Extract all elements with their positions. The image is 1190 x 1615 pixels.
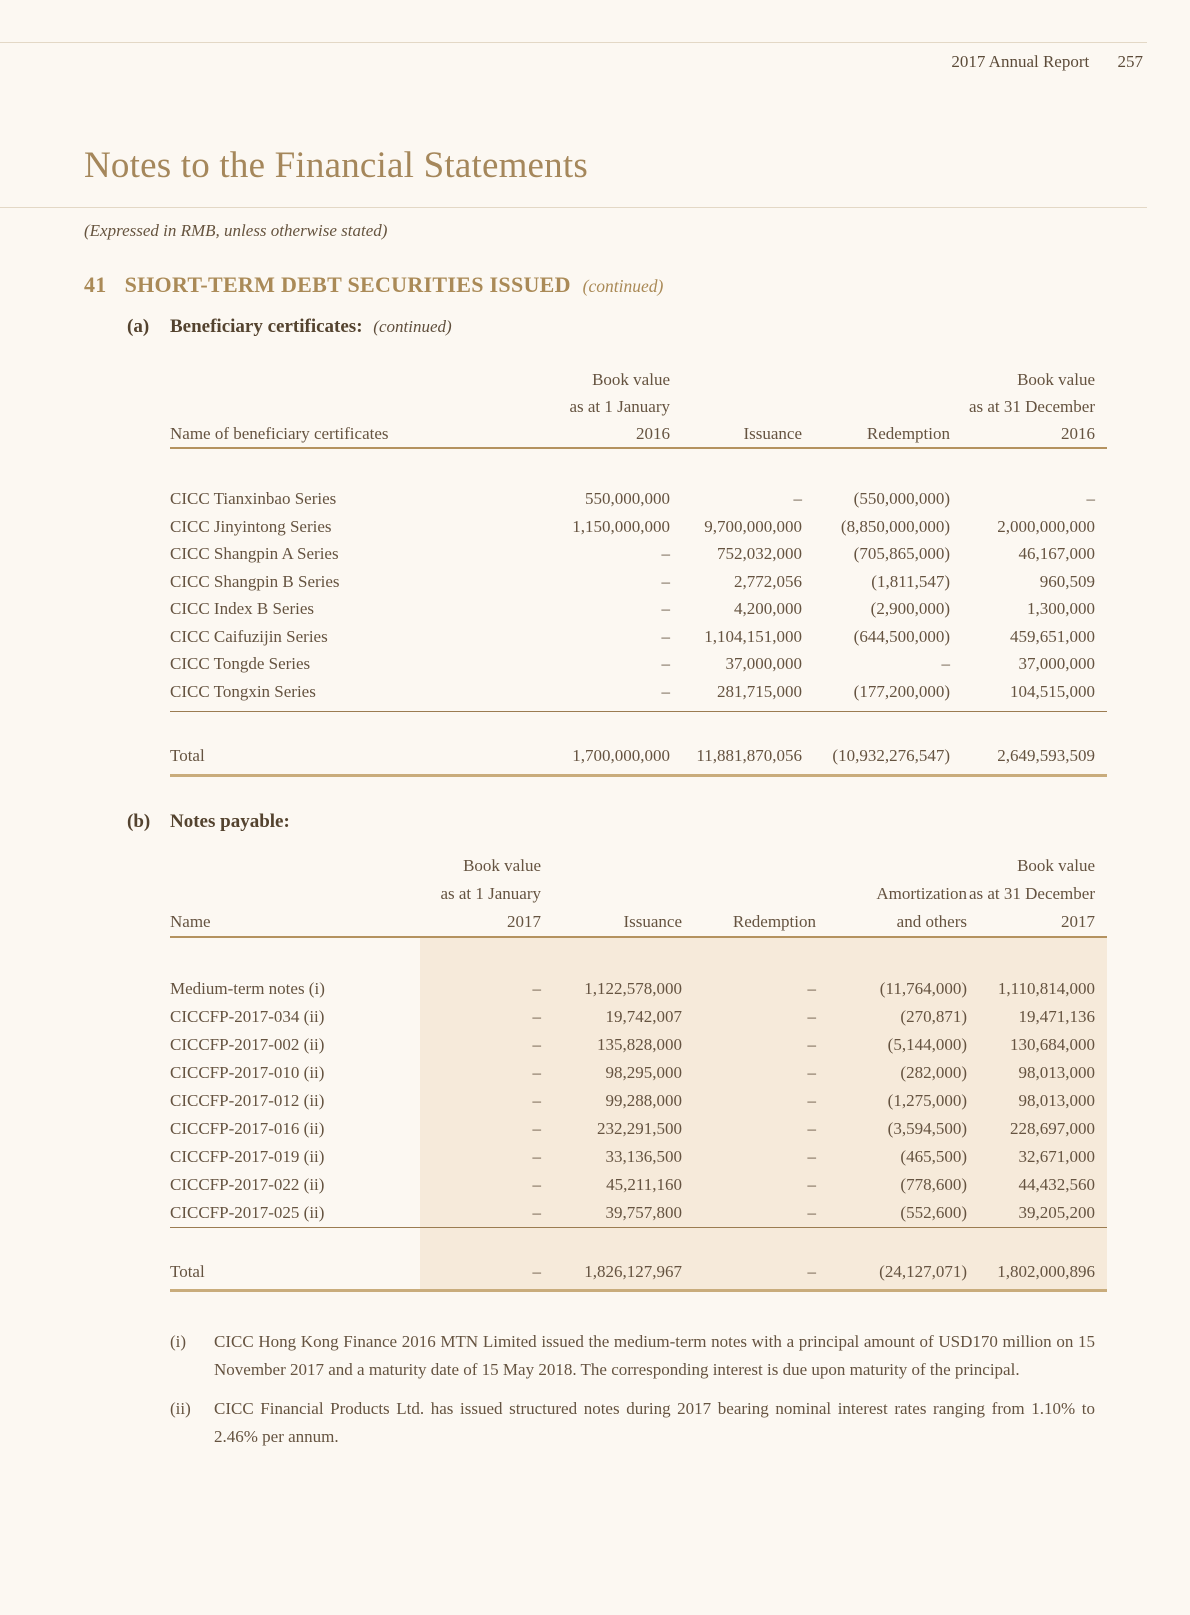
table-row xyxy=(170,540,1107,568)
cell-amortization: (5,144,000) xyxy=(887,1035,967,1054)
cell-amortization: (465,500) xyxy=(900,1147,967,1166)
footnote-ii-label: (ii) xyxy=(170,1399,191,1418)
cell-bv-jan: – xyxy=(532,979,541,998)
cell-bv-dec: 459,651,000 xyxy=(1010,626,1095,646)
cell-name: CICCFP-2017-019 (ii) xyxy=(170,1147,325,1166)
cell-amortization: (282,000) xyxy=(900,1063,967,1082)
footnote-i-label: (i) xyxy=(170,1332,187,1351)
footnote-ii-text: CICC Financial Products Ltd. has issued structured notes during 2017 bearing nominal interest rates ranging from 1.10% to 2.46% per annum. xyxy=(214,1399,1095,1446)
cell-bv-jan: – xyxy=(661,599,670,618)
notes-payable-table xyxy=(170,852,1107,1292)
table-row xyxy=(170,595,1107,623)
cell-name: CICCFP-2017-002 (ii) xyxy=(170,1035,325,1054)
cell-issuance: 45,211,160 xyxy=(606,1175,682,1194)
cell-name: CICC Index B Series xyxy=(170,599,315,618)
cell-redemption: – xyxy=(807,1035,816,1054)
cell-name: CICC Shangpin B Series xyxy=(170,571,340,591)
total-label: Total xyxy=(170,746,205,765)
col-header-redemption: Redemption xyxy=(866,424,950,443)
cell-amortization: (778,600) xyxy=(900,1175,967,1194)
table-row xyxy=(170,1003,1107,1031)
cell-issuance: 4,200,000 xyxy=(734,599,802,618)
cell-redemption: (177,200,000) xyxy=(853,681,950,701)
top-divider xyxy=(0,42,1147,43)
table-a-header-rule xyxy=(170,447,1107,449)
cell-bv-dec: 32,671,000 xyxy=(1018,1147,1095,1166)
cell-name: CICC Tianxinbao Series xyxy=(170,489,337,508)
cell-name: CICC Caifuzijin Series xyxy=(170,626,328,646)
subsection-b-heading xyxy=(127,811,290,833)
cell-bv-jan: 550,000,000 xyxy=(585,489,670,508)
page-title: Notes to the Financial Statements xyxy=(84,145,588,186)
section-title: SHORT-TERM DEBT SECURITIES ISSUED xyxy=(124,272,571,297)
cell-amortization: (1,275,000) xyxy=(887,1091,967,1110)
cell-bv-dec: 98,013,000 xyxy=(1018,1063,1095,1082)
subsection-b-label: (b) xyxy=(127,811,151,832)
table-row xyxy=(170,650,1107,678)
cell-bv-jan: – xyxy=(532,1091,541,1110)
cell-issuance: 39,757,800 xyxy=(605,1203,682,1222)
cell-name: CICC Jinyintong Series xyxy=(170,516,332,536)
total-redemption: (10,932,276,547) xyxy=(832,746,950,765)
cell-bv-dec: 39,205,200 xyxy=(1018,1203,1095,1222)
cell-bv-jan: – xyxy=(532,1035,541,1054)
cell-redemption: (8,850,000,000) xyxy=(840,516,950,536)
currency-note: (Expressed in RMB, unless otherwise stated) xyxy=(84,221,388,240)
table-row xyxy=(170,1115,1107,1143)
table-a-header-row xyxy=(170,366,1107,447)
table-b-body xyxy=(170,938,1107,1227)
beneficiary-certificates-table xyxy=(170,366,1107,777)
cell-issuance: 99,288,000 xyxy=(605,1091,682,1110)
cell-amortization: (552,600) xyxy=(900,1203,967,1222)
cell-bv-dec: 37,000,000 xyxy=(1018,654,1095,673)
col-header-redemption: Redemption xyxy=(732,912,816,931)
cell-name: CICC Tongxin Series xyxy=(170,681,316,701)
cell-bv-dec: 960,509 xyxy=(1039,571,1095,591)
subsection-b-title: Notes payable: xyxy=(170,811,290,832)
cell-bv-jan: – xyxy=(532,1147,541,1166)
cell-name: CICCFP-2017-025 (ii) xyxy=(170,1203,325,1222)
total-issuance: 11,881,870,056 xyxy=(696,746,802,765)
cell-bv-dec: 1,110,814,000 xyxy=(997,979,1095,998)
cell-bv-jan: – xyxy=(532,1203,541,1222)
footnote-ii xyxy=(170,1395,1095,1451)
total-label: Total xyxy=(170,1262,205,1281)
cell-bv-jan: – xyxy=(661,681,670,701)
cell-redemption: – xyxy=(807,1063,816,1082)
subsection-a-continued: (continued) xyxy=(373,317,452,336)
subsection-a-heading xyxy=(127,316,452,338)
page-header xyxy=(951,52,1143,72)
table-row xyxy=(170,1199,1107,1227)
cell-issuance: 9,700,000,000 xyxy=(704,516,802,536)
table-a-bottom-rule xyxy=(170,774,1107,777)
cell-bv-jan: – xyxy=(532,1063,541,1082)
cell-redemption: – xyxy=(807,1147,816,1166)
total-bv-jan: – xyxy=(532,1262,541,1281)
cell-redemption: – xyxy=(807,1119,816,1138)
page-number: 257 xyxy=(1117,52,1143,71)
cell-issuance: 232,291,500 xyxy=(597,1119,682,1138)
table-row xyxy=(170,1171,1107,1199)
title-divider xyxy=(0,207,1147,208)
total-amortization: (24,127,071) xyxy=(879,1262,967,1281)
cell-redemption: (1,811,547) xyxy=(871,571,950,591)
table-row xyxy=(170,1087,1107,1115)
cell-amortization: (270,871) xyxy=(900,1007,967,1026)
cell-name: Medium-term notes (i) xyxy=(170,979,325,998)
cell-name: CICCFP-2017-012 (ii) xyxy=(170,1091,325,1110)
col-header-bv-jan: Book value as at 1 January 2016 xyxy=(569,370,670,443)
table-a-body xyxy=(170,449,1107,705)
col-header-issuance: Issuance xyxy=(623,912,682,931)
cell-redemption: – xyxy=(941,654,950,673)
report-name: 2017 Annual Report xyxy=(951,52,1090,71)
cell-bv-jan: – xyxy=(532,1007,541,1026)
table-row xyxy=(170,623,1107,651)
subsection-a-label: (a) xyxy=(127,316,150,337)
cell-bv-jan: – xyxy=(661,654,670,673)
total-bv-jan: 1,700,000,000 xyxy=(572,746,670,765)
cell-redemption: (705,865,000) xyxy=(853,544,950,563)
table-row xyxy=(170,1059,1107,1087)
cell-amortization: (11,764,000) xyxy=(879,979,967,998)
cell-bv-dec: 2,000,000,000 xyxy=(997,516,1095,536)
cell-redemption: – xyxy=(807,979,816,998)
table-row xyxy=(170,678,1107,706)
cell-bv-dec: 44,432,560 xyxy=(1018,1175,1095,1194)
cell-bv-jan: 1,150,000,000 xyxy=(572,516,670,536)
col-header-name: Name xyxy=(170,912,211,931)
cell-issuance: 19,742,007 xyxy=(605,1007,682,1026)
cell-issuance: 98,295,000 xyxy=(605,1063,682,1082)
cell-name: CICCFP-2017-016 (ii) xyxy=(170,1119,325,1138)
table-row xyxy=(170,1031,1107,1059)
col-header-name: Name of beneficiary certificates xyxy=(170,424,389,443)
cell-redemption: (550,000,000) xyxy=(853,489,950,508)
col-header-bv-dec: Book value as at 31 December 2017 xyxy=(968,856,1095,931)
cell-redemption: – xyxy=(807,1203,816,1222)
table-row xyxy=(170,975,1107,1003)
cell-amortization: (3,594,500) xyxy=(887,1119,967,1138)
table-row xyxy=(170,513,1107,541)
cell-bv-dec: 130,684,000 xyxy=(1010,1035,1095,1054)
table-b-total-rule xyxy=(170,1227,1107,1228)
total-bv-dec: 1,802,000,896 xyxy=(997,1262,1095,1281)
table-a-total-rule xyxy=(170,711,1107,712)
cell-name: CICCFP-2017-022 (ii) xyxy=(170,1175,325,1194)
cell-bv-dec: – xyxy=(1086,489,1095,508)
cell-name: CICCFP-2017-010 (ii) xyxy=(170,1063,325,1082)
cell-name: CICC Tongde Series xyxy=(170,654,311,673)
cell-issuance: 752,032,000 xyxy=(717,544,802,563)
cell-bv-dec: 228,697,000 xyxy=(1010,1119,1095,1138)
cell-issuance: 1,104,151,000 xyxy=(704,626,802,646)
cell-redemption: – xyxy=(807,1175,816,1194)
total-bv-dec: 2,649,593,509 xyxy=(997,746,1095,765)
cell-bv-dec: 46,167,000 xyxy=(1018,544,1095,563)
table-row xyxy=(170,1143,1107,1171)
table-row xyxy=(170,568,1107,596)
cell-bv-jan: – xyxy=(661,544,670,563)
cell-bv-jan: – xyxy=(532,1175,541,1194)
table-b-header-row xyxy=(170,852,1107,936)
section-continued: (continued) xyxy=(582,276,664,296)
cell-issuance: – xyxy=(793,489,802,508)
cell-issuance: 2,772,056 xyxy=(734,571,802,591)
col-header-issuance: Issuance xyxy=(743,424,802,443)
cell-issuance: 1,122,578,000 xyxy=(584,979,682,998)
cell-bv-dec: 104,515,000 xyxy=(1010,681,1095,701)
cell-redemption: – xyxy=(807,1091,816,1110)
table-a-total-row xyxy=(170,742,1107,769)
cell-name: CICC Shangpin A Series xyxy=(170,544,339,563)
cell-redemption: (644,500,000) xyxy=(853,626,950,646)
cell-bv-jan: – xyxy=(532,1119,541,1138)
col-header-bv-jan: Book value as at 1 January 2017 xyxy=(440,856,541,931)
section-number: 41 xyxy=(84,272,107,297)
table-row xyxy=(170,485,1107,513)
cell-bv-jan: – xyxy=(661,571,670,591)
col-header-bv-dec: Book value as at 31 December 2016 xyxy=(968,370,1095,443)
cell-bv-jan: – xyxy=(661,626,670,646)
cell-redemption: – xyxy=(807,1007,816,1026)
cell-bv-dec: 19,471,136 xyxy=(1018,1007,1095,1026)
total-issuance: 1,826,127,967 xyxy=(584,1262,682,1281)
total-redemption: – xyxy=(807,1262,816,1281)
table-b-bottom-rule xyxy=(170,1289,1107,1292)
cell-bv-dec: 98,013,000 xyxy=(1018,1091,1095,1110)
cell-redemption: (2,900,000) xyxy=(870,599,950,618)
footnote-i-text: CICC Hong Kong Finance 2016 MTN Limited issued the medium-term notes with a principal amount of USD170 million on 15 November 2017 and a maturity date of 15 May 2018. The corresponding interest is due upon maturity of the principal. xyxy=(214,1332,1095,1379)
cell-name: CICCFP-2017-034 (ii) xyxy=(170,1007,325,1026)
footnote-i xyxy=(170,1328,1095,1384)
table-b-header-rule xyxy=(170,936,1107,938)
cell-bv-dec: 1,300,000 xyxy=(1027,599,1095,618)
cell-issuance: 37,000,000 xyxy=(725,654,802,673)
table-b-total-row xyxy=(170,1258,1107,1285)
subsection-a-title: Beneficiary certificates: xyxy=(170,316,363,337)
cell-issuance: 281,715,000 xyxy=(717,681,802,701)
cell-issuance: 33,136,500 xyxy=(605,1147,682,1166)
cell-issuance: 135,828,000 xyxy=(597,1035,682,1054)
section-heading xyxy=(84,272,663,298)
col-header-amortization: Amortization and others xyxy=(876,884,967,931)
